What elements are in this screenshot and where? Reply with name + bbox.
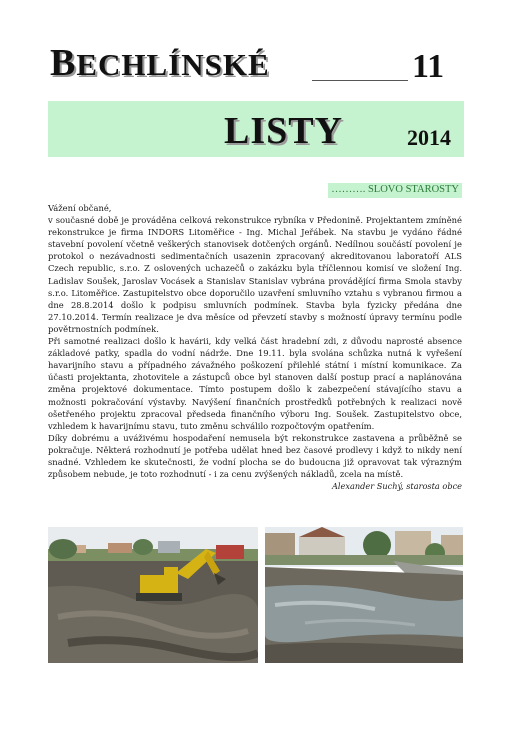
issue-number: 11 <box>412 48 445 85</box>
drained-pond-photo <box>265 527 463 663</box>
article-paragraph: Díky dobrému a uváživému hospodaření nemusela být rekonstrukce zastavena a průběžně se pokračuje. Některá rozhodnutí je potřeba udělat hned bez časové prodlevy i když to nikdy není snadné. Vzhledem ke skutečnosti, že vodní plocha se do budoucna již opravovat tak výrazným způsobem nebude, je toto rozhodnutí - i za cenu zvýšených nákladů, zcela na místě. <box>48 432 462 480</box>
article-paragraph: v současné době je prováděna celková rekonstrukce rybníka v Předonině. Projektantem zmíněné rekonstrukce je firma INDORS Litoměřice - Ing. Michal Jeřábek. Na stavbu je vydáno řádné stavební povolení včetně veškerých stanovisek dotčených orgánů. Nedílnou součástí povolení je protokol o nezávadnosti sedimentačních usazenin zpracovaný akreditovanou laboratoří ALS Czech republic, s.r.o. Z oslovených uchazečů o zakázku byla tříčlennou komisí ve složení Ing. Ladislav Soušek, Jaroslav Vocásek a Stanislav Stanislav vybrána provádějící firma Smola stavby s.r.o. Litoměřice. Zastupitelstvo obce doporučilo uzavření smluvního vztahu s vybranou firmou a dne 28.8.2014 došlo k podpisu smluvních podmínek. Stavba byla fyzicky předána dne 27.10.2014. Termín realizace je dva měsíce od převzetí stavby s možností úpravy termínu podle povětrnostních podmínek. <box>48 215 462 334</box>
article-paragraph: Při samotné realizaci došlo k havárii, kdy velká část hradební zdi, z důvodu naprosté absence základové patky, spadla do vodní nádrže. Dne 19.11. byla svolána schůzka nutná k vyřešení havarijního stavu a případného závažného poškození přilehlé státní i místní komunikace. Za účasti projektanta, zhotovitele a zástupců obce byl stanoven další postup prací a naplánována změna projektové dokumentace. Tímto postupem došlo k zabezpečení stávajícího stavu a možnosti pokračování výstavby. Navýšení finančních prostředků potřebných k realizaci nově ošetřeného projektu zpracoval předseda finančního výboru Ing. Soušek. Zastupitelstvo obce, vzhledem k havarijnímu stavu, tuto změnu schválilo rozpočtovým opatřením. <box>48 336 462 431</box>
masthead-subtitle: LISTY <box>224 110 344 152</box>
issue-year: 2014 <box>407 125 451 150</box>
excavator-pond-photo <box>48 527 258 663</box>
masthead-title-initial: B <box>50 42 77 84</box>
title-underline <box>312 80 408 81</box>
article-greeting: Vážení občané, <box>48 203 112 213</box>
section-label: ………. SLOVO STAROSTY <box>328 183 462 198</box>
article <box>48 202 462 492</box>
excavator-pond-photo-image <box>48 527 258 663</box>
masthead-title <box>50 44 270 82</box>
article-signature: Alexander Suchý, starosta obce <box>331 481 462 492</box>
drained-pond-photo-image <box>265 527 463 663</box>
masthead-title-rest: ECHLÍNSKÉ <box>76 47 270 82</box>
